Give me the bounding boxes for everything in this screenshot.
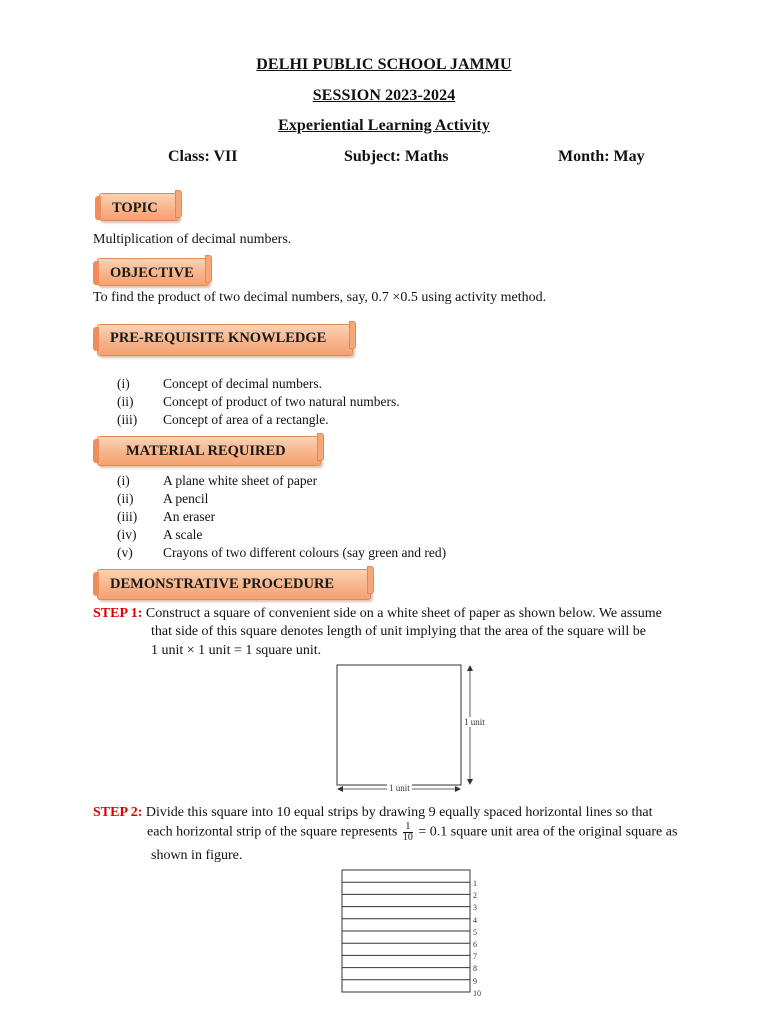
objective-text: To find the product of two decimal numbers, say, 0.7 ×0.5 using activity method. xyxy=(93,290,547,305)
objective-heading xyxy=(97,258,209,286)
topic-heading-label: TOPIC xyxy=(112,200,158,216)
arrow-head-left xyxy=(337,786,343,792)
strip-lines xyxy=(342,870,470,992)
topic-text: Multiplication of decimal numbers. xyxy=(93,232,292,247)
fraction-numerator: 1 xyxy=(403,822,413,833)
school-name: DELHI PUBLIC SCHOOL JAMMU xyxy=(256,56,512,73)
prerequisite-heading-label: PRE-REQUISITE KNOWLEDGE xyxy=(110,330,327,346)
procedure-heading xyxy=(97,569,371,600)
step2-text-line1: Divide this square into 10 equal strips by drawing 9 equally spaced horizontal lines so that xyxy=(145,805,653,820)
step1-text-line2: that side of this square denotes length of unit implying that the area of the square will be xyxy=(151,624,646,639)
arrow-head-up xyxy=(467,665,473,671)
step2-text-line2 xyxy=(147,822,677,843)
step1-label: STEP 1: xyxy=(93,606,143,621)
list-item-number: (iii) xyxy=(117,509,138,524)
activity-title: Experiential Learning Activity xyxy=(278,117,490,134)
unit-square xyxy=(337,665,461,785)
fraction-denominator: 10 xyxy=(402,832,413,843)
strip-label: 2 xyxy=(473,891,477,901)
list-item-text: A pencil xyxy=(163,491,209,506)
strip-label: 5 xyxy=(473,927,477,937)
strip-label: 1 xyxy=(473,879,477,888)
step2-text-after: = 0.1 square unit area of the original square as xyxy=(418,824,678,840)
list-item-number: (v) xyxy=(117,545,133,560)
side-label-right: 1 unit xyxy=(464,717,485,727)
list-item-text: A scale xyxy=(163,527,203,542)
session-title: SESSION 2023-2024 xyxy=(312,87,456,104)
strips-figure xyxy=(336,866,496,1000)
step2-line1 xyxy=(93,805,653,821)
list-item-number: (iv) xyxy=(117,527,137,542)
step1-line1 xyxy=(93,606,662,622)
list-item-text: Crayons of two different colours (say green and red) xyxy=(163,545,447,560)
list-item-number: (i) xyxy=(117,473,130,488)
list-item-number: (i) xyxy=(117,376,130,391)
strip-label: 10 xyxy=(473,988,481,998)
list-item-text: Concept of product of two natural numbers. xyxy=(163,394,400,409)
list-item-number: (ii) xyxy=(117,491,134,506)
list-item-text: Concept of decimal numbers. xyxy=(163,376,322,391)
strip-label: 8 xyxy=(473,964,477,974)
material-heading xyxy=(97,436,321,466)
list-item-number: (iii) xyxy=(117,412,138,427)
arrow-head-down xyxy=(467,779,473,785)
list-item-text: A plane white sheet of paper xyxy=(163,473,318,488)
step1-text-line1: Construct a square of convenient side on a white sheet of paper as shown below. We assume xyxy=(145,606,662,621)
objective-heading-label: OBJECTIVE xyxy=(110,265,194,281)
list-item-text: Concept of area of a rectangle. xyxy=(163,412,329,427)
strip-label: 7 xyxy=(473,952,477,962)
month-label: Month: May xyxy=(558,148,645,165)
prerequisite-heading xyxy=(97,324,353,356)
procedure-heading-label: DEMONSTRATIVE PROCEDURE xyxy=(110,576,335,592)
topic-heading xyxy=(99,193,179,221)
step1-text-line3: 1 unit × 1 unit = 1 square unit. xyxy=(151,643,322,658)
arrow-head-right xyxy=(455,786,461,792)
material-heading-label: MATERIAL REQUIRED xyxy=(126,443,286,459)
list-item-number: (ii) xyxy=(117,394,134,409)
strip-label: 4 xyxy=(473,915,477,925)
side-label-bottom: 1 unit xyxy=(389,783,410,793)
subject-label: Subject: Maths xyxy=(344,148,449,165)
fraction-one-tenth xyxy=(403,822,413,843)
step2-label: STEP 2: xyxy=(93,805,143,820)
strip-label: 9 xyxy=(473,976,477,986)
strip-label: 3 xyxy=(473,903,477,913)
class-label: Class: VII xyxy=(168,148,238,165)
strip-label: 6 xyxy=(473,940,477,949)
step2-text-before: each horizontal strip of the square represents xyxy=(147,824,398,840)
list-item-text: An eraser xyxy=(163,509,216,524)
step2-text-line3: shown in figure. xyxy=(151,848,243,863)
